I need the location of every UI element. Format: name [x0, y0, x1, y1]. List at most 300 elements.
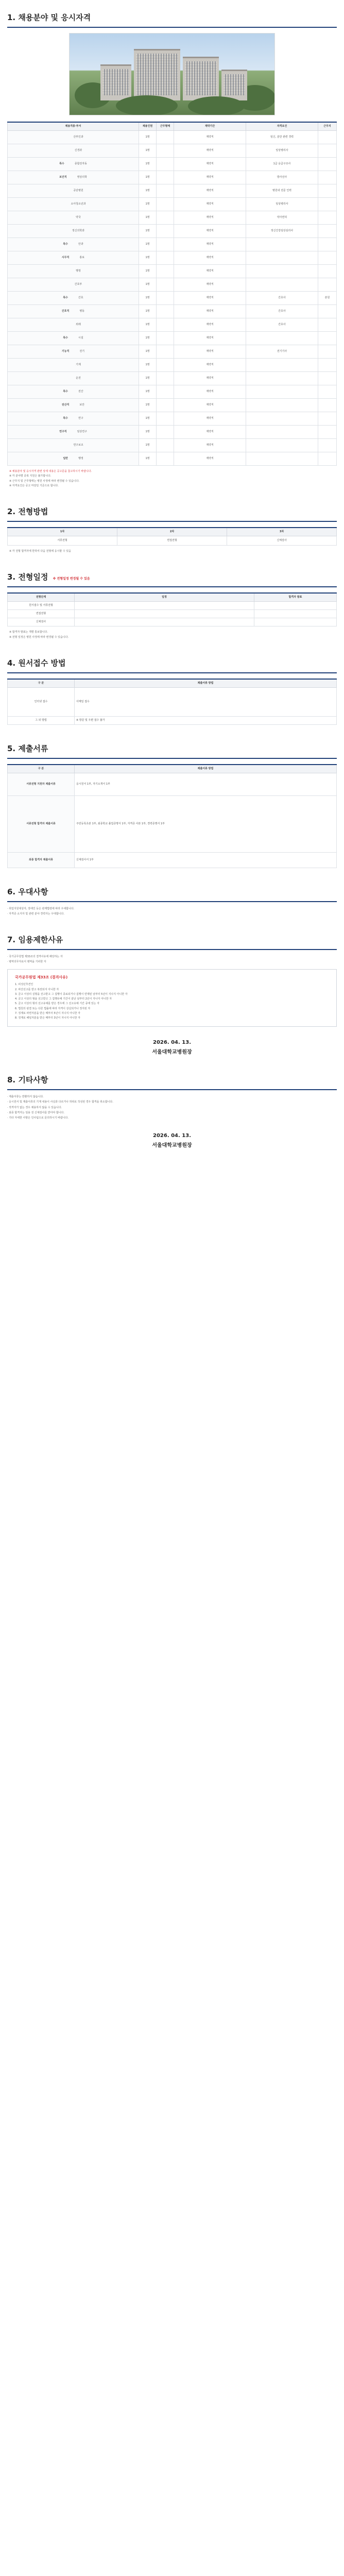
- position-dept: 공단병원: [73, 189, 83, 192]
- position-cell: [318, 198, 337, 211]
- position-row: [8, 439, 337, 452]
- position-cell: [157, 184, 174, 198]
- position-cell: 계약직: [174, 211, 246, 225]
- position-cell: 1명: [139, 238, 157, 251]
- position-cell: [318, 332, 337, 345]
- position-cell: 1명: [139, 305, 157, 318]
- position-cell: [246, 359, 318, 372]
- position-cell: 간호사: [246, 305, 318, 318]
- position-row: [8, 251, 337, 265]
- position-cell: [157, 238, 174, 251]
- note-line: ※ 채용분야 및 응시자격 관련 상세 내용은 공고문을 참고하시기 바랍니다.: [9, 470, 92, 473]
- position-group: 특수: [63, 242, 68, 246]
- schedule-date: [75, 618, 254, 626]
- schedule-step: 신체검사: [8, 618, 75, 626]
- method-table: [7, 527, 337, 546]
- position-cell: 1명: [139, 412, 157, 426]
- position-cell: 계약직: [174, 238, 246, 251]
- position-group: 특수: [63, 389, 68, 393]
- position-cell: [157, 345, 174, 359]
- position-cell: [246, 238, 318, 251]
- position-row: [8, 332, 337, 345]
- disqualification-line: 6. 법원의 판결 또는 다른 법률에 따라 자격이 상실되거나 정지된 자: [15, 1007, 91, 1010]
- position-cell: 1명: [139, 318, 157, 332]
- position-category: [8, 385, 139, 399]
- etc-line: · 적격자가 없는 경우 채용하지 않을 수 있습니다.: [7, 1106, 62, 1109]
- schedule-note: ※ 합격자 발표는 개별 통보합니다.: [9, 631, 48, 634]
- etc-line: · 기타 자세한 사항은 인사팀으로 문의하시기 바랍니다.: [7, 1116, 68, 1120]
- note-line: ※ 각 분야별 중복 지원은 불가합니다.: [9, 474, 51, 478]
- position-group: 사무직: [61, 256, 70, 259]
- etc-line: · 응시원서 및 제출서류의 기재 내용이 사실과 다르거나 허위로 작성된 경우 합격을 취소합니다.: [7, 1100, 113, 1104]
- position-group: 전산직: [61, 403, 70, 406]
- notice-organization: 서울대학교병원장: [152, 1142, 192, 1148]
- position-cell: 1명: [139, 144, 157, 158]
- position-row: [8, 144, 337, 158]
- position-category: [8, 211, 139, 225]
- position-cell: [318, 359, 337, 372]
- disqualification-title: 국가공무원법 제33조 (결격사유): [15, 975, 68, 980]
- position-cell: [157, 292, 174, 305]
- col-header: 근무지: [318, 122, 337, 131]
- documents-table: [7, 764, 337, 868]
- restriction-line: · 병역의무자로서 병역을 기피한 자: [7, 960, 46, 963]
- position-row: [8, 238, 337, 251]
- position-row: [8, 158, 337, 171]
- position-dept: 약국: [76, 215, 81, 219]
- position-dept: 시설: [78, 336, 83, 340]
- position-row: [8, 292, 337, 305]
- position-cell: 계약직: [174, 439, 246, 452]
- col-header: 계약기간: [174, 122, 246, 131]
- position-cell: 1명: [139, 171, 157, 184]
- position-category: [8, 332, 139, 345]
- position-cell: 1명: [139, 265, 157, 278]
- position-category: [8, 144, 139, 158]
- application-method: 이메일 접수: [75, 687, 337, 716]
- position-cell: [246, 251, 318, 265]
- position-cell: [246, 372, 318, 385]
- position-category: [8, 345, 139, 359]
- position-cell: [318, 305, 337, 318]
- position-dept: 간호부: [74, 282, 82, 286]
- schedule-title: 3. 전형일정: [7, 572, 48, 582]
- disqualification-line: 3. 금고 이상의 실형을 선고받고 그 집행이 종료되거나 집행이 면제된 날부터 5년이 지나지 아니한 자: [15, 992, 128, 996]
- documents-list: 주민등록초본 1부, 최종학교 졸업증명서 1부, 자격증 사본 1부, 경력증명서 1부: [75, 795, 337, 852]
- position-cell: [157, 171, 174, 184]
- position-cell: [157, 399, 174, 412]
- application-type: 인터넷 접수: [8, 687, 75, 716]
- position-cell: 계약직: [174, 318, 246, 332]
- documents-list: 응시원서 1부, 자기소개서 1부: [75, 773, 337, 795]
- section-title-preference: 6. 우대사항: [7, 882, 337, 902]
- position-category: [8, 251, 139, 265]
- schedule-note: ※ 전형 일정은 병원 사정에 따라 변경될 수 있습니다.: [9, 635, 69, 639]
- notice-date: 2026. 04. 13.: [152, 1040, 192, 1046]
- col-header: 구 분: [8, 679, 75, 688]
- position-dept: 외래: [76, 323, 81, 326]
- position-cell: 1명: [139, 158, 157, 171]
- position-category: [8, 131, 139, 144]
- col-header: 채용직종·부서: [8, 122, 139, 131]
- col-header: 제출서류 방법: [75, 765, 337, 773]
- notice-organization: 서울대학교병원장: [152, 1049, 192, 1055]
- position-cell: [246, 265, 318, 278]
- position-cell: [246, 278, 318, 292]
- position-cell: [318, 426, 337, 439]
- position-cell: [318, 238, 337, 251]
- position-row: [8, 412, 337, 426]
- position-cell: [157, 251, 174, 265]
- position-cell: 계약직: [174, 265, 246, 278]
- position-cell: 계약직: [174, 372, 246, 385]
- position-category: [8, 225, 139, 238]
- position-cell: 계약직: [174, 385, 246, 399]
- position-cell: 계약직: [174, 171, 246, 184]
- signature-block-bottom: [7, 1132, 337, 1149]
- section-title-schedule: [7, 567, 337, 587]
- method-step: 신체검사: [227, 536, 337, 546]
- position-row: [8, 452, 337, 466]
- col-header: 제출서류 방법: [75, 679, 337, 688]
- position-dept: 정신의학과: [72, 229, 85, 232]
- position-row: [8, 345, 337, 359]
- position-cell: 1명: [139, 452, 157, 466]
- position-cell: 약사면허: [246, 211, 318, 225]
- position-cell: 계약직: [174, 184, 246, 198]
- position-group: 기능직: [61, 349, 70, 353]
- position-cell: [318, 452, 337, 466]
- etc-line: · 최종 합격자는 임용 전 신체검사를 받아야 합니다.: [7, 1111, 64, 1114]
- position-category: [8, 318, 139, 332]
- position-cell: 계약직: [174, 332, 246, 345]
- preference-line: · 자격증 소지자 및 관련 분야 경력자는 우대합니다.: [7, 912, 64, 916]
- schedule-step: 원서접수 및 서류전형: [8, 602, 75, 610]
- note-line: ※ 근무지 및 근무형태는 병원 사정에 따라 변경될 수 있습니다.: [9, 479, 80, 483]
- col-header: 합격자 발표: [254, 593, 337, 602]
- position-cell: [318, 439, 337, 452]
- position-cell: 계약직: [174, 131, 246, 144]
- position-category: [8, 305, 139, 318]
- col-header: 전형단계: [8, 593, 75, 602]
- position-row: [8, 184, 337, 198]
- positions-notes: [7, 470, 337, 488]
- position-group: 특수: [63, 416, 68, 420]
- recruitment-notice: [0, 0, 344, 1170]
- position-category: [8, 198, 139, 211]
- position-row: [8, 225, 337, 238]
- position-cell: [157, 198, 174, 211]
- disqualification-line: 7. 징계로 파면처분을 받은 때부터 5년이 지나지 아니한 자: [15, 1011, 80, 1015]
- position-cell: [157, 225, 174, 238]
- application-type: 그 외 방법: [8, 716, 75, 724]
- section-title-restrictions: 7. 임용제한사유: [7, 929, 337, 950]
- position-dept: 보안: [79, 403, 85, 406]
- position-cell: [318, 211, 337, 225]
- position-category: [8, 399, 139, 412]
- position-category: [8, 439, 139, 452]
- col-header: 2차: [117, 528, 227, 536]
- position-cell: 1명: [139, 359, 157, 372]
- position-cell: 1명: [139, 345, 157, 359]
- position-cell: 1명: [139, 184, 157, 198]
- position-cell: [318, 144, 337, 158]
- restriction-line: · 국가공무원법 제33조의 결격사유에 해당하는 자: [7, 955, 63, 958]
- schedule-date: [75, 602, 254, 610]
- position-category: [8, 412, 139, 426]
- position-cell: [157, 372, 174, 385]
- schedule-step: 면접전형: [8, 610, 75, 618]
- disqualification-line: 5. 금고 이상의 형의 선고유예를 받은 경우에 그 선고유예 기간 중에 있는 자: [15, 1002, 99, 1006]
- position-cell: [318, 265, 337, 278]
- schedule-result: [254, 602, 337, 610]
- position-dept: 전산: [78, 389, 83, 393]
- documents-type: 서류전형 합격자 제출서류: [8, 795, 75, 852]
- position-dept: 연구보조: [73, 443, 83, 447]
- position-group: 특수: [63, 336, 68, 340]
- position-row: [8, 426, 337, 439]
- position-cell: 계약직: [174, 345, 246, 359]
- position-row: [8, 278, 337, 292]
- position-dept: 간호: [78, 296, 83, 299]
- position-cell: 1명: [139, 372, 157, 385]
- position-cell: [157, 452, 174, 466]
- position-cell: [157, 211, 174, 225]
- note-line: ※ 자격요건은 공고 마감일 기준으로 합니다.: [9, 484, 59, 487]
- position-cell: 1명: [139, 225, 157, 238]
- position-cell: [246, 385, 318, 399]
- position-cell: [318, 251, 337, 265]
- documents-type: 서류전형 지원자 제출서류: [8, 773, 75, 795]
- position-category: [8, 452, 139, 466]
- position-cell: [157, 359, 174, 372]
- position-row: [8, 131, 337, 144]
- position-cell: [246, 452, 318, 466]
- position-category: [8, 158, 139, 171]
- position-cell: [157, 332, 174, 345]
- position-dept: 홍보: [79, 256, 85, 259]
- position-cell: [157, 412, 174, 426]
- position-cell: 계약직: [174, 412, 246, 426]
- position-cell: [157, 278, 174, 292]
- position-row: [8, 211, 337, 225]
- position-category: [8, 171, 139, 184]
- col-header: 근무형태: [157, 122, 174, 131]
- position-row: [8, 198, 337, 211]
- col-header: 채용인원: [139, 122, 157, 131]
- position-cell: 전기기사: [246, 345, 318, 359]
- position-cell: [157, 158, 174, 171]
- position-cell: [318, 131, 337, 144]
- position-cell: [318, 385, 337, 399]
- etc-line: · 제출서류는 반환하지 않습니다.: [7, 1095, 44, 1099]
- position-cell: [246, 332, 318, 345]
- position-dept: 행정: [76, 269, 81, 273]
- position-cell: 본원: [318, 292, 337, 305]
- position-group: 보건직: [59, 175, 67, 179]
- position-group: 연구직: [59, 430, 67, 433]
- position-cell: 1명: [139, 439, 157, 452]
- position-cell: [318, 171, 337, 184]
- position-cell: 계약직: [174, 144, 246, 158]
- position-dept: 신경과: [74, 148, 82, 152]
- position-cell: 임신, 분만 관련 경력: [246, 131, 318, 144]
- position-cell: 1명: [139, 251, 157, 265]
- position-cell: [157, 265, 174, 278]
- position-cell: 임상병리사: [246, 144, 318, 158]
- position-cell: 1명: [139, 399, 157, 412]
- position-dept: 임상연구: [77, 430, 87, 433]
- position-row: [8, 372, 337, 385]
- position-row: [8, 399, 337, 412]
- section-title-positions: 1. 채용분야 및 응시자격: [7, 7, 337, 28]
- position-cell: [318, 158, 337, 171]
- position-category: [8, 184, 139, 198]
- position-category: [8, 372, 139, 385]
- position-cell: 계약직: [174, 251, 246, 265]
- position-cell: [157, 439, 174, 452]
- position-row: [8, 171, 337, 184]
- position-category: [8, 426, 139, 439]
- position-group: 일반: [63, 456, 68, 460]
- position-category: [8, 265, 139, 278]
- col-header: 자격요건: [246, 122, 318, 131]
- section-title-method: 2. 전형방법: [7, 501, 337, 522]
- position-cell: [246, 426, 318, 439]
- position-dept: 안과: [78, 242, 83, 246]
- position-dept: 병동: [79, 309, 85, 313]
- schedule-change-note: ※ 전형일정 변경될 수 있음: [53, 577, 90, 581]
- method-step: 서류전형: [8, 536, 117, 546]
- schedule-result: [254, 610, 337, 618]
- position-cell: [157, 385, 174, 399]
- position-group: 특수: [63, 296, 68, 299]
- position-cell: 계약직: [174, 292, 246, 305]
- position-cell: 간호사: [246, 292, 318, 305]
- position-cell: 계약직: [174, 359, 246, 372]
- position-cell: [246, 399, 318, 412]
- position-dept: 소아청소년과: [71, 202, 86, 206]
- section-title-etc: 8. 기타사항: [7, 1070, 337, 1090]
- position-cell: 1명: [139, 278, 157, 292]
- schedule-result: [254, 618, 337, 626]
- position-row: [8, 318, 337, 332]
- position-cell: [318, 225, 337, 238]
- application-table: [7, 679, 337, 725]
- signature-block: [7, 1039, 337, 1056]
- position-cell: 1명: [139, 332, 157, 345]
- position-cell: 계약직: [174, 158, 246, 171]
- position-cell: [157, 318, 174, 332]
- position-cell: [157, 305, 174, 318]
- position-dept: 행정: [78, 456, 83, 460]
- position-cell: 1명: [139, 426, 157, 439]
- position-cell: 1명: [139, 211, 157, 225]
- position-category: [8, 278, 139, 292]
- position-category: [8, 359, 139, 372]
- method-note: ※ 각 전형 합격자에 한하여 다음 전형에 응시할 수 있음: [9, 550, 71, 553]
- position-row: [8, 385, 337, 399]
- position-cell: [157, 144, 174, 158]
- position-group: 특수: [59, 162, 64, 165]
- application-method: ※ 방문 및 우편 접수 불가: [75, 716, 337, 724]
- disqualification-box: [7, 969, 337, 1027]
- disqualification-line: 2. 파산선고를 받고 복권되지 아니한 자: [15, 988, 59, 991]
- position-cell: [318, 399, 337, 412]
- position-dept: 연구: [78, 416, 83, 420]
- position-cell: [318, 318, 337, 332]
- position-cell: 계약직: [174, 198, 246, 211]
- position-row: [8, 305, 337, 318]
- disqualification-line: 8. 징계로 해임처분을 받은 때부터 3년이 지나지 아니한 자: [15, 1016, 80, 1020]
- position-cell: [318, 412, 337, 426]
- position-cell: [157, 131, 174, 144]
- positions-table: [7, 122, 337, 466]
- preference-line: · 취업지원대상자, 장애인 등은 관계법령에 따라 우대합니다.: [7, 907, 75, 910]
- col-header: 일정: [75, 593, 254, 602]
- position-dept: 전기: [79, 349, 85, 353]
- schedule-date: [75, 610, 254, 618]
- section-title-application: 4. 원서접수 방법: [7, 653, 337, 673]
- position-cell: 임상병리사: [246, 198, 318, 211]
- col-header: 구 분: [8, 765, 75, 773]
- position-cell: 계약직: [174, 426, 246, 439]
- schedule-table: [7, 592, 337, 626]
- position-cell: 1명: [139, 385, 157, 399]
- position-cell: [246, 439, 318, 452]
- disqualification-line: 4. 금고 이상의 형을 선고받고 그 집행유예 기간이 끝난 날부터 2년이 지나지 아니한 자: [15, 997, 112, 1001]
- position-cell: 1명: [139, 131, 157, 144]
- position-dept: 산부인과: [73, 135, 83, 139]
- position-cell: 1명: [139, 198, 157, 211]
- position-group: 간호직: [61, 309, 70, 313]
- position-cell: [157, 426, 174, 439]
- hospital-photo: [69, 33, 275, 115]
- position-cell: 계약직: [174, 225, 246, 238]
- position-cell: [318, 345, 337, 359]
- col-header: 3차: [227, 528, 337, 536]
- position-dept: 영상의학: [77, 175, 87, 179]
- documents-list: 신체검사서 1부: [75, 852, 337, 868]
- position-cell: 계약직: [174, 278, 246, 292]
- position-cell: 병원내 전문 인력: [246, 184, 318, 198]
- position-cell: [246, 412, 318, 426]
- position-dept: 종합전자동: [74, 162, 87, 165]
- position-cell: [318, 372, 337, 385]
- position-row: [8, 359, 337, 372]
- position-row: [8, 265, 337, 278]
- method-step: 면접전형: [117, 536, 227, 546]
- position-cell: 정신건강임상심리사: [246, 225, 318, 238]
- position-dept: 운전: [76, 376, 81, 380]
- position-category: [8, 238, 139, 251]
- documents-type: 최종 합격자 제출서류: [8, 852, 75, 868]
- position-cell: 계약직: [174, 399, 246, 412]
- position-cell: [318, 278, 337, 292]
- col-header: 1차: [8, 528, 117, 536]
- position-cell: [318, 184, 337, 198]
- position-cell: 간호사: [246, 318, 318, 332]
- notice-date: 2026. 04. 13.: [152, 1133, 192, 1139]
- position-cell: 계약직: [174, 452, 246, 466]
- disqualification-line: 1. 피성년후견인: [15, 983, 33, 987]
- position-cell: 방사선사: [246, 171, 318, 184]
- section-title-documents: 5. 제출서류: [7, 738, 337, 759]
- position-dept: 기계: [76, 363, 81, 366]
- position-category: [8, 292, 139, 305]
- position-cell: 1명: [139, 292, 157, 305]
- position-cell: 계약직: [174, 305, 246, 318]
